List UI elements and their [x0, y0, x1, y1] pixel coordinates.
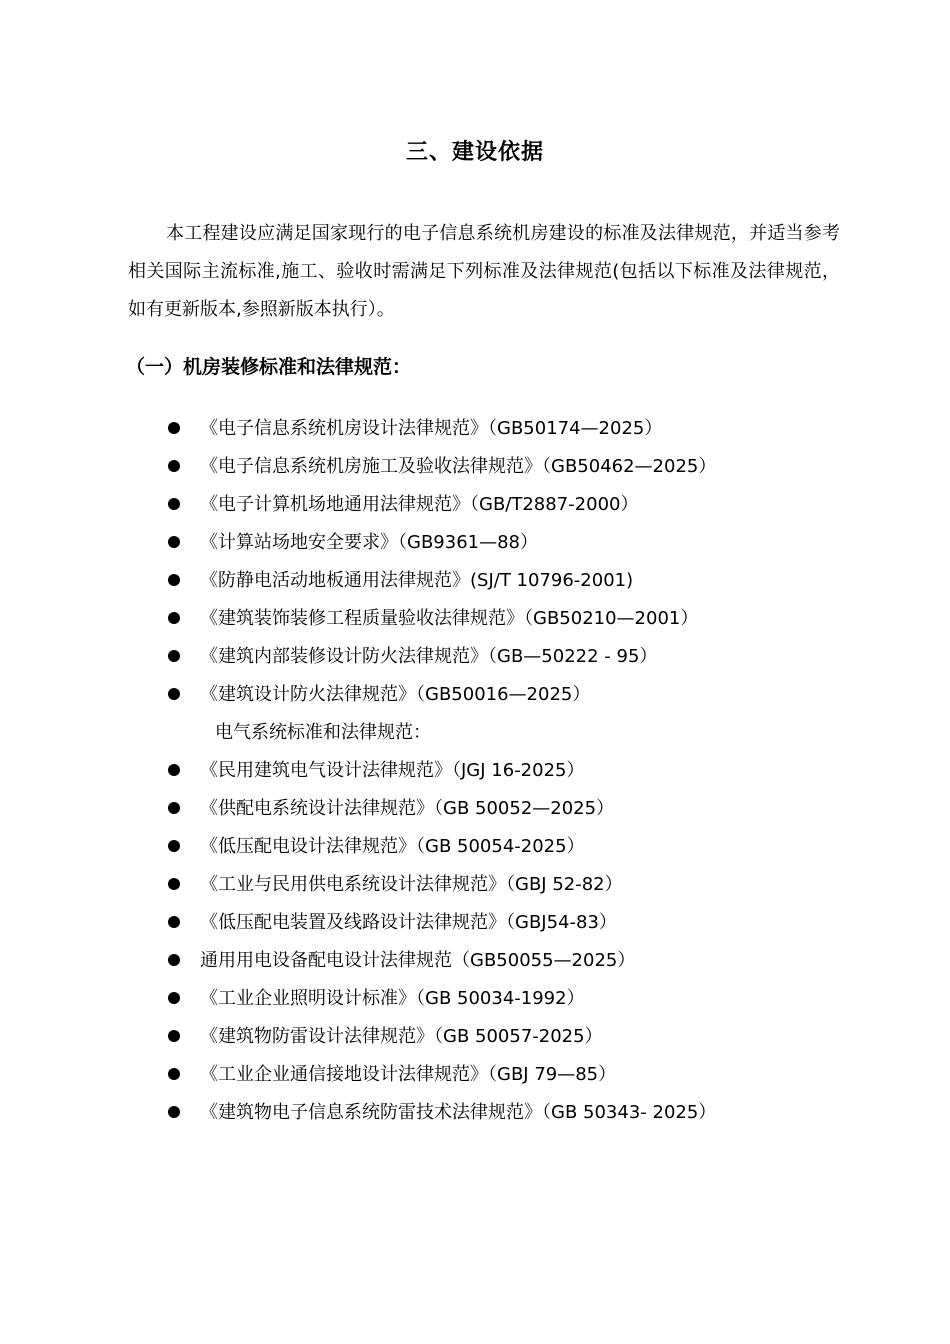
list-item	[0, 1094, 950, 1132]
list-item-text: 《电子计算机场地通用法律规范》（GB/T2887-2000）	[200, 494, 639, 515]
standards-list	[0, 410, 950, 1132]
bullet-icon	[168, 840, 180, 852]
list-item	[0, 638, 950, 676]
bullet-icon	[168, 802, 180, 814]
intro-paragraph: 本工程建设应满足国家现行的电子信息系统机房建设的标准及法律规范，并适当参考相关国际主流标准,施工、验收时需满足下列标准及法律规范(包括以下标准及法律规范，如有更新版本,参照新版本执行）。	[128, 223, 840, 320]
list-item-text: 《建筑物电子信息系统防雷技术法律规范》（GB 50343- 2025）	[200, 1102, 717, 1123]
list-item-text: 《建筑物防雷设计法律规范》（GB 50057-2025）	[200, 1026, 603, 1047]
bullet-icon	[168, 764, 180, 776]
list-item	[0, 980, 950, 1018]
bullet-icon	[168, 1030, 180, 1042]
bullet-icon	[168, 612, 180, 624]
list-item-text: 《建筑装饰装修工程质量验收法律规范》（GB50210—2001）	[200, 608, 699, 629]
bullet-icon	[168, 536, 180, 548]
bullet-icon	[168, 574, 180, 586]
list-item	[0, 486, 950, 524]
list-item	[0, 1056, 950, 1094]
list-item	[0, 752, 950, 790]
list-item	[0, 562, 950, 600]
list-item	[0, 1018, 950, 1056]
bullet-icon	[168, 460, 180, 472]
list-item	[0, 904, 950, 942]
list-item	[0, 676, 950, 714]
list-item-text: 《工业与民用供电系统设计法律规范》（GBJ 52-82）	[200, 874, 623, 895]
subsection-heading-electrical	[0, 714, 950, 752]
list-item-text: 通用用电设备配电设计法律规范（GB50055—2025）	[200, 950, 636, 971]
list-item-text: 《工业企业通信接地设计法律规范》（GBJ 79—85）	[200, 1064, 617, 1085]
list-item-text: 《供配电系统设计法律规范》（GB 50052—2025）	[200, 798, 615, 819]
subsection-heading-text: 电气系统标准和法律规范：	[215, 722, 431, 743]
list-item-text: 《建筑设计防火法律规范》（GB50016—2025）	[200, 684, 591, 705]
list-item	[0, 866, 950, 904]
list-item	[0, 942, 950, 980]
page-title: 三、建设依据	[405, 140, 544, 165]
list-item-text: 《电子信息系统机房施工及验收法律规范》（GB50462—2025）	[200, 456, 717, 477]
list-item-text: 《电子信息系统机房设计法律规范》（GB50174—2025）	[200, 418, 663, 439]
bullet-icon	[168, 878, 180, 890]
list-item	[0, 448, 950, 486]
bullet-icon	[168, 650, 180, 662]
list-item-text: 《计算站场地安全要求》（GB9361—88）	[200, 532, 539, 553]
bullet-icon	[168, 1068, 180, 1080]
bullet-icon	[168, 916, 180, 928]
list-item	[0, 524, 950, 562]
bullet-icon	[168, 1106, 180, 1118]
list-item-text: 《低压配电设计法律规范》（GB 50054-2025）	[200, 836, 585, 857]
section-heading-decoration: （一）机房装修标准和法律规范：	[126, 356, 412, 378]
bullet-icon	[168, 688, 180, 700]
list-item	[0, 828, 950, 866]
list-item-text: 《民用建筑电气设计法律规范》（JGJ 16-2025）	[200, 760, 585, 781]
list-item-text: 《防静电活动地板通用法律规范》(SJ/T 10796-2001)	[200, 570, 634, 591]
bullet-icon	[168, 498, 180, 510]
list-item-text: 《低压配电装置及线路设计法律规范》（GBJ54-83）	[200, 912, 617, 933]
bullet-icon	[168, 954, 180, 966]
list-item	[0, 600, 950, 638]
list-item-text: 《工业企业照明设计标准》（GB 50034-1992）	[200, 988, 585, 1009]
list-item	[0, 410, 950, 448]
list-item	[0, 790, 950, 828]
bullet-icon	[168, 992, 180, 1004]
bullet-icon	[168, 422, 180, 434]
list-item-text: 《建筑内部装修设计防火法律规范》（GB—50222 - 95）	[200, 646, 658, 667]
